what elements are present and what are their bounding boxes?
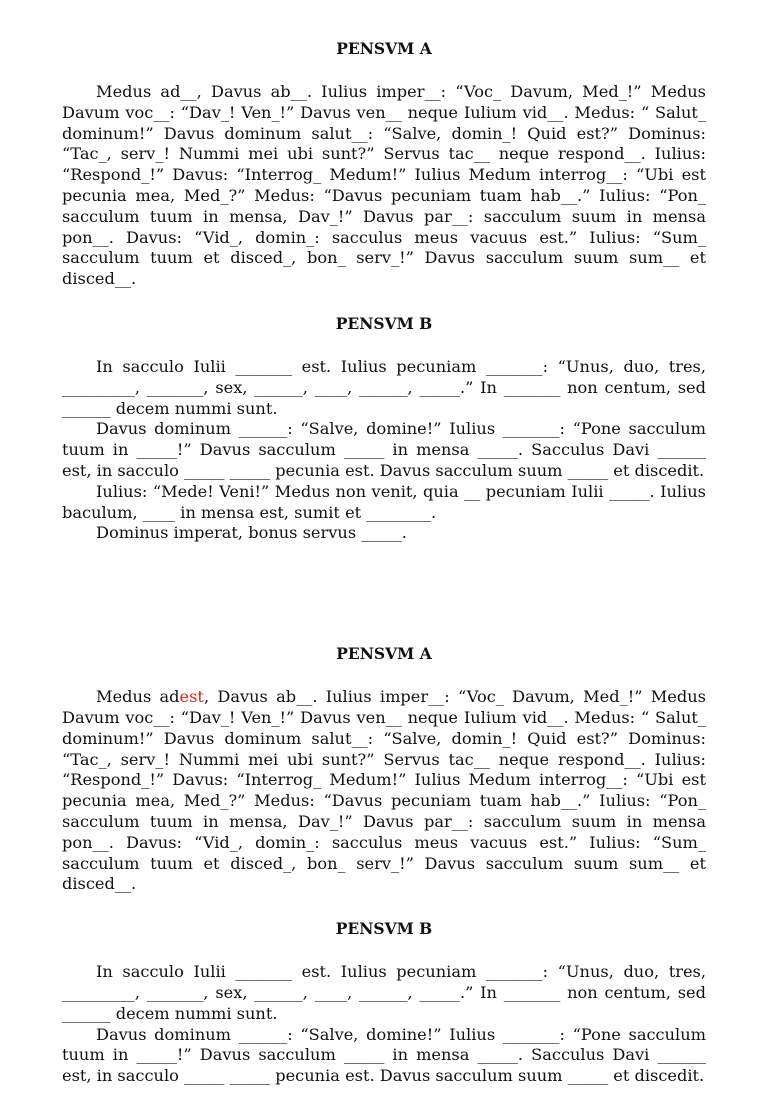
pensum-b-paragraph: Dominus imperat, bonus servus _____. xyxy=(96,523,407,543)
pensum-a-text-start: Medus ad__ xyxy=(96,82,197,101)
pensum-a-text-rest: , Davus ab__. Iulius imper__: “Voc_ Davum, Med_!” Medus Davum voc__: “Dav_! Ven_!” Davus ven__ neque Iulium vid__. Medus: “ Salut_ dominum!” Davus dominum salut__: “Salve, domin_! Quid est?” Dominus: “Tac_, serv_! Nummi mei ubi sunt?” Servus tac__ neque respond__. Iulius: “Respond_!” Davus: “Interrog_ Medum!” Iulius Medum interrog__: “Ubi est pecunia mea, Med_?” Medus: “Davus pecuniam tuam hab__.” Iulius: “Pon_ sacculum tuum in mensa, Dav_!” Davus par__: sacculum suum in mensa pon__. Davus: “Vid_, domin_: sacculus meus vacuus est.” Iulius: “Sum_ sacculum tuum et disced_, bon_ serv_!” Davus sacculum suum sum__ et disced__. xyxy=(62,687,706,894)
pensum-b-paragraph: In sacculo Iulii _______ est. Iulius pecuniam _______: “Unus, duo, tres, _________, _______, sex, ______, ____, ______, _____.” In _______ non centum, sed ______ decem nummi sunt. xyxy=(62,962,706,1023)
pensum-b-exercise xyxy=(62,962,706,1087)
pensum-b-paragraph: Iulius: “Mede! Veni!” Medus non venit, quia __ pecuniam Iulii _____. Iulius baculum, ____ in mensa est, sumit et ________. xyxy=(62,481,706,522)
pensum-b-title: PENSVM B xyxy=(335,919,433,939)
pensum-a-text xyxy=(62,687,706,895)
pensum-b-title: PENSVM B xyxy=(335,313,433,333)
pensum-b-paragraph: Davus dominum ______: “Salve, domine!” Iulius _______: “Pone sacculum tuum in _____!” Davus sacculum _____ in mensa _____. Sacculus Davi ______ est, in sacculo _____ _____ pecunia est. Davus sacculum suum _____ et discedit. xyxy=(62,1024,706,1086)
filled-answer: est xyxy=(179,687,204,707)
pensum-a-text xyxy=(62,82,706,290)
pensum-b-paragraph: In sacculo Iulii _______ est. Iulius pecuniam _______: “Unus, duo, tres, _________, _______, sex, ______, ____, ______, _____.” In _______ non centum, sed ______ decem nummi sunt. xyxy=(62,356,706,418)
page-spacer xyxy=(62,567,706,643)
pensum-a-text-rest: , Davus ab__. Iulius imper__: “Voc_ Davum, Med_!” Medus Davum voc__: “Dav_! Ven_!” Davus ven__ neque Iulium vid__. Medus: “ Salut_ dominum!” Davus dominum salut__: “Salve, domin_! Quid est?” Dominus: “Tac_, serv_! Nummi mei ubi sunt?” Servus tac__ neque respond__. Iulius: “Respond_!” Davus: “Interrog_ Medum!” Iulius Medum interrog__: “Ubi est pecunia mea, Med_?” Medus: “Davus pecuniam tuam hab__.” Iulius: “Pon_ sacculum tuum in mensa, Dav_!” Davus par__: sacculum suum in mensa pon__. Davus: “Vid_, domin_: sacculus meus vacuus est.” Iulius: “Sum_ sacculum tuum et disced_, bon_ serv_!” Davus sacculum suum sum__ et disced__. xyxy=(62,82,706,289)
pensum-a-text-start: Medus ad xyxy=(96,687,180,707)
pensum-b-exercise xyxy=(62,357,706,544)
pensum-b-paragraph: Davus dominum ______: “Salve, domine!” Iulius _______: “Pone sacculum tuum in _____!” Davus sacculum _____ in mensa _____. Sacculus Davi ______ est, in sacculo _____ _____ pecunia est. Davus sacculum suum _____ et discedit. xyxy=(62,419,706,480)
pensum-a-exercise xyxy=(62,82,706,290)
pensum-a-exercise xyxy=(62,687,706,895)
pensum-a-title: PENSVM A xyxy=(336,644,432,664)
pensum-a-title: PENSVM A xyxy=(336,39,432,58)
document-page xyxy=(62,38,706,1110)
